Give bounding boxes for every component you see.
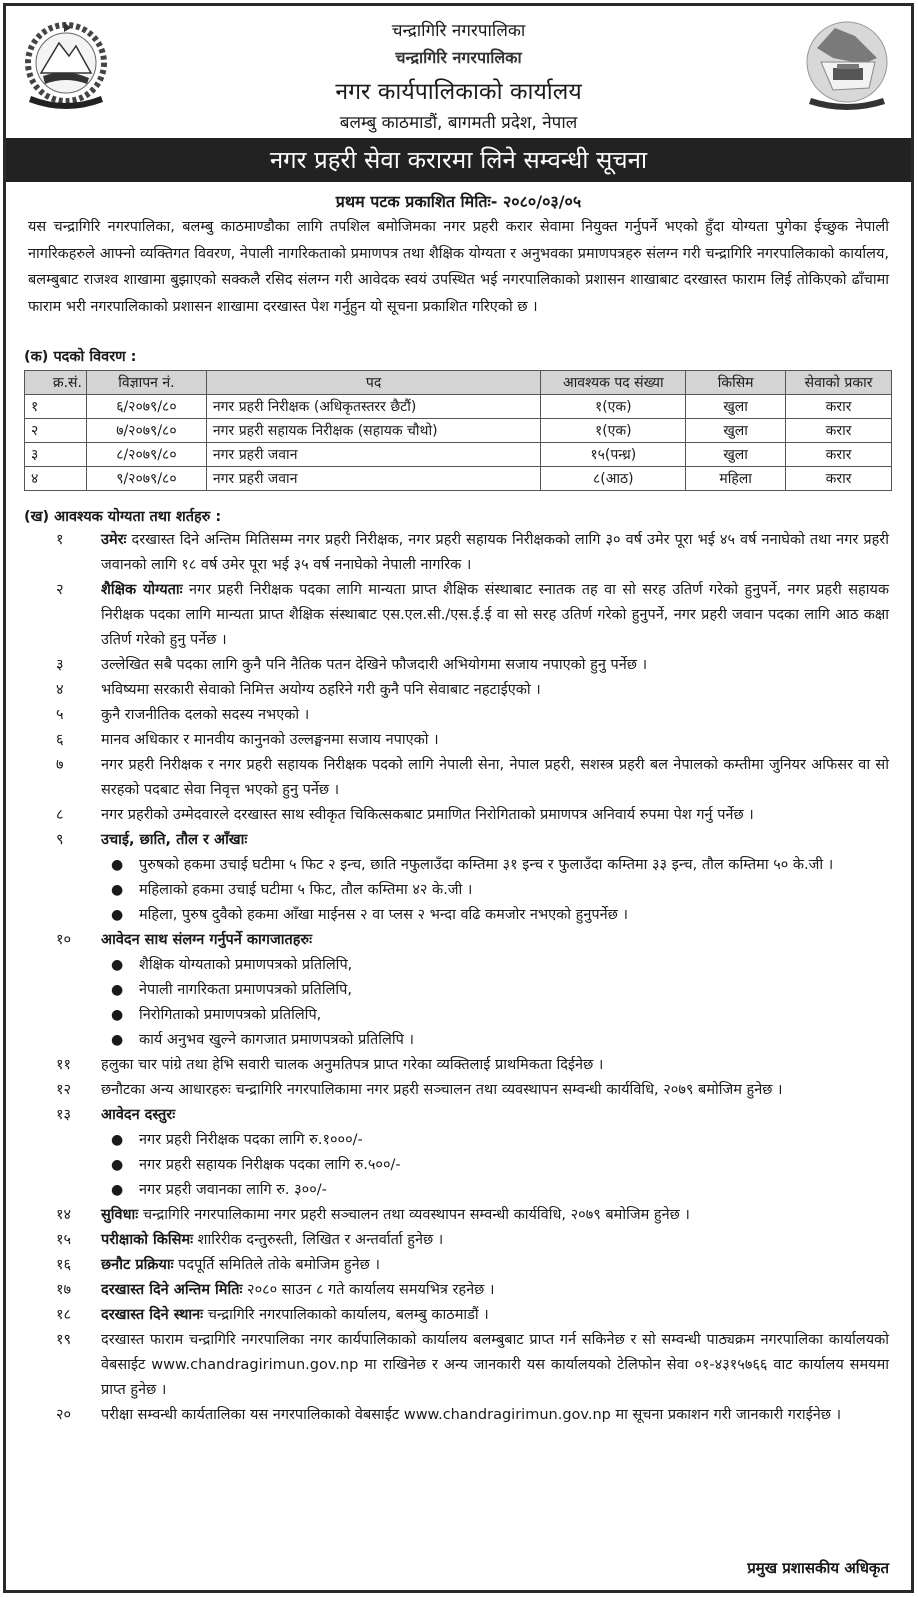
condition-title: छनौट प्रक्रियाः <box>101 1257 174 1273</box>
list-item <box>111 903 889 928</box>
cell-type: खुला <box>686 395 786 419</box>
condition-title: सुविधाः <box>101 1207 139 1223</box>
bullet-icon: ● <box>111 907 124 923</box>
cell-required-count: १(एक) <box>541 419 686 443</box>
table-row <box>25 443 892 467</box>
notice-title-banner: नगर प्रहरी सेवा करारमा लिने सम्वन्धी सूचना <box>6 138 911 182</box>
condition-item <box>56 653 889 678</box>
condition-number: ८ <box>56 807 64 823</box>
condition-title: दरखास्त दिने अन्तिम मितिः <box>101 1282 243 1298</box>
bullet-text: नगर प्रहरी निरीक्षक पदका लागि रु.१०००/- <box>139 1132 363 1148</box>
condition-item <box>56 678 889 703</box>
qualifications-heading: (ख) आवश्यक योग्यता तथा शर्तहरु : <box>24 509 222 525</box>
condition-text: शारिरीक दन्तुरुस्ती, लिखित र अन्तर्वार्ता हुनेछ । <box>193 1232 444 1248</box>
letterhead <box>6 6 911 136</box>
list-item <box>111 953 889 978</box>
condition-number: १४ <box>56 1207 72 1223</box>
cell-post: नगर प्रहरी जवान <box>206 467 541 491</box>
condition-number: १३ <box>56 1107 72 1123</box>
condition-text: उल्लेखित सबै पदका लागि कुनै पनि नैतिक पतन देखिने फौजदारी अभियोगमा सजाय नपाएको हुनु पर्नेछ । <box>101 657 648 673</box>
cell-service-type: करार <box>786 395 892 419</box>
bullet-text: महिला, पुरुष दुवैको हकमा आँखा माईनस २ वा प्लस २ भन्दा वढि कमजोर नभएको हुनुपर्नेछ । <box>139 907 628 923</box>
condition-body <box>101 1228 889 1253</box>
condition-text: भविष्यमा सरकारी सेवाको निमित्त अयोग्य ठहरिने गरी कुनै पनि सेवाबाट नहटाईएको । <box>101 682 541 698</box>
condition-number: ६ <box>56 732 64 748</box>
municipality-logo-icon <box>803 18 891 116</box>
condition-body <box>101 828 889 928</box>
condition-number: २० <box>56 1407 72 1423</box>
bullet-text: कार्य अनुभव खुल्ने कागजात प्रमाणपत्रको प्रतिलिपि । <box>139 1032 414 1048</box>
condition-title: उमेरः <box>101 532 127 548</box>
condition-body <box>101 1328 889 1403</box>
condition-title: आवेदन दस्तुरः <box>101 1107 176 1123</box>
cell-service-type: करार <box>786 467 892 491</box>
table-row <box>25 395 892 419</box>
cell-service-type: करार <box>786 443 892 467</box>
cell-type: खुला <box>686 419 786 443</box>
cell-post: नगर प्रहरी निरीक्षक (अधिकृतस्तरर छैटौं) <box>206 395 541 419</box>
bullet-icon: ● <box>111 1132 124 1148</box>
bullet-icon: ● <box>111 1032 124 1048</box>
condition-text: हलुका चार पांग्रे तथा हेभि सवारी चालक अनुमतिपत्र प्राप्त गरेका व्यक्तिलाई प्राथमिकता दिईनेछ । <box>101 1057 604 1073</box>
condition-item <box>56 578 889 653</box>
table-row <box>25 467 892 491</box>
bullet-text: महिलाको हकमा उचाई घटीमा ५ फिट, तौल कम्तिमा ४२ के.जी । <box>139 882 473 898</box>
post-details-heading: (क) पदको विवरण : <box>24 349 137 365</box>
condition-bullet-list <box>111 953 889 1053</box>
cell-type: महिला <box>686 467 786 491</box>
condition-text: मानव अधिकार र मानवीय कानुनको उल्लङ्घनमा सजाय नपाएको । <box>101 732 439 748</box>
condition-text: छनौटका अन्य आधारहरुः चन्द्रागिरि नगरपालिकामा नगर प्रहरी सञ्चालन तथा व्यवस्थापन सम्वन्धी कार्यविधि, २०७९ बमोजिम हुनेछ । <box>101 1082 783 1098</box>
condition-item <box>56 1053 889 1078</box>
condition-item <box>56 1103 889 1203</box>
list-item <box>111 1128 889 1153</box>
condition-item <box>56 1403 889 1428</box>
condition-body <box>101 1278 889 1303</box>
cell-required-count: १५(पन्ध्र) <box>541 443 686 467</box>
notice-document <box>3 3 914 1593</box>
cell-serial: २ <box>25 419 87 443</box>
list-item <box>111 853 889 878</box>
condition-number: ९ <box>56 832 64 848</box>
cell-serial: १ <box>25 395 87 419</box>
bullet-text: निरोगिताको प्रमाणपत्रको प्रतिलिपि, <box>139 1007 322 1023</box>
intro-paragraph: यस चन्द्रागिरि नगरपालिका, बलम्बु काठमाण्डौका लागि तपशिल बमोजिमका नगर प्रहरी करार सेवामा नियुक्त गर्नुपर्ने भएको हुँदा योग्यता पुगेका ईच्छुक नेपाली नागरिकहरुले आफ्नो व्यक्तिगत विवरण, नेपाली नागरिकताको प्रमाणपत्र तथा शैक्षिक योग्यता र अनुभवका प्रमाणपत्रहरु संलग्न गरी चन्द्रागिरि नगरपालिकाको कार्यालय, बलम्बुबाट राजश्व शाखामा बुझाएको सक्कलै रसिद संलग्न गरी आवेदक स्वयं उपस्थित भई नगरपालिकाको प्रशासन शाखाबाट दरखास्त फाराम लिई तोकिएको ढाँचामा फाराम भरी नगरपालिकाको प्रशासन शाखामा दरखास्त पेश गर्नुहुन यो सूचना प्रकाशित गरिएको छ । <box>28 219 889 315</box>
condition-number: १७ <box>56 1282 72 1298</box>
condition-number: ११ <box>56 1057 72 1073</box>
col-header-required-count: आवश्यक पद संख्या <box>541 371 686 395</box>
condition-text: पदपूर्ति समितिले तोके बमोजिम हुनेछ । <box>173 1257 380 1273</box>
col-header-post: पद <box>206 371 541 395</box>
condition-item <box>56 1078 889 1103</box>
condition-number: ७ <box>56 757 64 773</box>
cell-advert-no: ८/२०७९/८० <box>86 443 206 467</box>
condition-body <box>101 1253 889 1278</box>
condition-text: परीक्षा सम्वन्धी कार्यतालिका यस नगरपालिकाको वेबसाईट www.chandragirimun.gov.np मा सूचना प्रकाशन गरी जानकारी गराईनेछ । <box>101 1407 842 1423</box>
list-item <box>111 1153 889 1178</box>
condition-body <box>101 703 889 728</box>
col-header-type: किसिम <box>686 371 786 395</box>
col-header-advert-no: विज्ञापन नं. <box>86 371 206 395</box>
col-header-service-type: सेवाको प्रकार <box>786 371 892 395</box>
condition-body <box>101 753 889 803</box>
condition-item <box>56 1253 889 1278</box>
bullet-text: नगर प्रहरी जवानका लागि रु. ३००/- <box>139 1182 327 1198</box>
bullet-icon: ● <box>111 882 124 898</box>
cell-advert-no: ६/२०७९/८० <box>86 395 206 419</box>
condition-number: २ <box>56 582 64 598</box>
condition-item <box>56 728 889 753</box>
table-row <box>25 419 892 443</box>
cell-advert-no: ९/२०७९/८० <box>86 467 206 491</box>
condition-item <box>56 828 889 928</box>
condition-bullet-list <box>111 853 889 928</box>
cell-required-count: ८(आठ) <box>541 467 686 491</box>
condition-item <box>56 1328 889 1403</box>
condition-body <box>101 653 889 678</box>
condition-item <box>56 753 889 803</box>
condition-body <box>101 678 889 703</box>
condition-number: १८ <box>56 1307 72 1323</box>
cell-post: नगर प्रहरी सहायक निरीक्षक (सहायक चौथो) <box>206 419 541 443</box>
condition-text: नगर प्रहरीको उम्मेदवारले दरखास्त साथ स्वीकृत चिकित्सकबाट प्रमाणित निरोगिताको प्रमाणपत्र अनिवार्य रुपमा पेश गर्नु पर्नेछ । <box>101 807 754 823</box>
condition-body <box>101 803 889 828</box>
post-details-table <box>24 370 892 491</box>
municipality-name: चन्द्रागिरि नगरपालिका <box>391 21 526 41</box>
office-address: बलम्बु काठमाडौं, बागमती प्रदेश, नेपाल <box>339 113 578 133</box>
condition-text: चन्द्रागिरि नगरपालिकाको कार्यालय, बलम्बु काठमाडौं । <box>203 1307 489 1323</box>
bullet-text: नेपाली नागरिकता प्रमाणपत्रको प्रतिलिपि, <box>139 982 353 998</box>
bullet-text: नगर प्रहरी सहायक निरीक्षक पदका लागि रु.५००/- <box>139 1157 401 1173</box>
conditions-list <box>56 528 889 1428</box>
condition-text: दरखास्त फाराम चन्द्रागिरि नगरपालिका नगर कार्यपालिकाको कार्यालय बलम्बुबाट प्राप्त गर्न सकिनेछ र सो सम्वन्धी पाठ्यक्रम नगरपालिका कार्यालयको वेबसाईट www.chandragirimun.gov.np मा राखिनेछ र अन्य जानकारी यस कार्यालयको टेलिफोन सेवा ०१-४३१५७६६ वाट कार्यालय समयमा प्राप्त हुनेछ । <box>101 1332 889 1398</box>
cell-service-type: करार <box>786 419 892 443</box>
municipality-name-stylized: चन्द्रागिरि नगरपालिका <box>395 48 522 67</box>
cell-required-count: १(एक) <box>541 395 686 419</box>
bullet-text: पुरुषको हकमा उचाई घटीमा ५ फिट २ इन्च, छाति नफुलाउँदा कम्तिमा ३१ इन्च र फुलाउँदा कम्तिमा ३३ इन्च, तौल कम्तिमा ५० के.जी । <box>139 857 834 873</box>
condition-item <box>56 528 889 578</box>
condition-text: चन्द्रागिरि नगरपालिकामा नगर प्रहरी सञ्चालन तथा व्यवस्थापन सम्वन्धी कार्यविधि, २०७९ बमोजिम हुनेछ । <box>138 1207 690 1223</box>
condition-number: १९ <box>56 1332 72 1348</box>
condition-text: २०८० साउन ८ गते कार्यालय समयभित्र रहनेछ । <box>242 1282 495 1298</box>
office-name: नगर कार्यपालिकाको कार्यालय <box>335 79 582 105</box>
bullet-icon: ● <box>111 1007 124 1023</box>
condition-number: ३ <box>56 657 64 673</box>
condition-item <box>56 1303 889 1328</box>
condition-body <box>101 1403 889 1428</box>
condition-body <box>101 1053 889 1078</box>
condition-title: आवेदन साथ संलग्न गर्नुपर्ने कागजातहरुः <box>101 932 313 948</box>
list-item <box>111 1003 889 1028</box>
condition-number: १० <box>56 932 72 948</box>
condition-body <box>101 728 889 753</box>
condition-body <box>101 1103 889 1203</box>
condition-body <box>101 928 889 1053</box>
condition-body <box>101 1303 889 1328</box>
signatory-title: प्रमुख प्रशासकीय अधिकृत <box>747 1559 889 1577</box>
condition-item <box>56 1278 889 1303</box>
bullet-icon: ● <box>111 1157 124 1173</box>
bullet-icon: ● <box>111 957 124 973</box>
condition-number: १६ <box>56 1257 72 1273</box>
condition-title: दरखास्त दिने स्थानः <box>101 1307 204 1323</box>
list-item <box>111 878 889 903</box>
bullet-icon: ● <box>111 1182 124 1198</box>
condition-body <box>101 1078 889 1103</box>
condition-body <box>101 1203 889 1228</box>
cell-advert-no: ७/२०७९/८० <box>86 419 206 443</box>
condition-text: कुनै राजनीतिक दलको सदस्य नभएको । <box>101 707 310 723</box>
condition-text: दरखास्त दिने अन्तिम मितिसम्म नगर प्रहरी निरीक्षक, नगर प्रहरी सहायक निरीक्षकको लागि ३० वर्ष उमेर पूरा भई ४५ वर्ष ननाघेको तथा नगर प्रहरी जवानको लागि १८ वर्ष उमेर पूरा भई ३५ वर्ष ननाघेको नेपाली नागरिक । <box>101 532 889 573</box>
condition-item <box>56 803 889 828</box>
cell-post: नगर प्रहरी जवान <box>206 443 541 467</box>
condition-number: ५ <box>56 707 64 723</box>
publish-date: प्रथम पटक प्रकाशित मितिः- २०८०/०३/०५ <box>335 192 582 211</box>
list-item <box>111 1028 889 1053</box>
table-header-row <box>25 371 892 395</box>
condition-number: १ <box>56 532 64 548</box>
bullet-icon: ● <box>111 982 124 998</box>
list-item <box>111 978 889 1003</box>
condition-number: ४ <box>56 682 64 698</box>
list-item <box>111 1178 889 1203</box>
bullet-text: शैक्षिक योग्यताको प्रमाणपत्रको प्रतिलिपि, <box>139 957 353 973</box>
cell-serial: ४ <box>25 467 87 491</box>
cell-serial: ३ <box>25 443 87 467</box>
bullet-icon: ● <box>111 857 124 873</box>
condition-item <box>56 1228 889 1253</box>
condition-title: उचाई, छाति, तौल र आँखाः <box>101 832 248 848</box>
col-header-serial: क्र.सं. <box>25 371 87 395</box>
condition-body <box>101 578 889 653</box>
condition-number: १५ <box>56 1232 72 1248</box>
condition-number: १२ <box>56 1082 72 1098</box>
condition-body <box>101 528 889 578</box>
condition-item <box>56 928 889 1053</box>
condition-title: शैक्षिक योग्यताः <box>101 582 183 598</box>
condition-bullet-list <box>111 1128 889 1203</box>
condition-item <box>56 703 889 728</box>
condition-item <box>56 1203 889 1228</box>
condition-title: परीक्षाको किसिमः <box>101 1232 194 1248</box>
condition-text: नगर प्रहरी निरीक्षक पदका लागि मान्यता प्राप्त शैक्षिक संस्थाबाट स्नातक तह वा सो सरह उतिर्ण गरेको हुनुपर्ने, नगर प्रहरी सहायक निरीक्षक पदका लागि मान्यता प्राप्त शैक्षिक संस्थाबाट एस.एल.सी./एस.ई.ई वा सो सरह उतिर्ण गरेको हुनुपर्ने, नगर प्रहरी जवान पदका लागि आठ कक्षा उतिर्ण गरेको हुनु पर्नेछ । <box>101 582 889 648</box>
condition-text: नगर प्रहरी निरीक्षक र नगर प्रहरी सहायक निरीक्षक पदको लागि नेपाली सेना, नेपाल प्रहरी, सशस्त्र प्रहरी बल नेपालको कम्तीमा जुनियर अफिसर वा सो सरहको पदबाट सेवा निवृत्त भएको हुनु पर्नेछ । <box>101 757 889 798</box>
cell-type: खुला <box>686 443 786 467</box>
